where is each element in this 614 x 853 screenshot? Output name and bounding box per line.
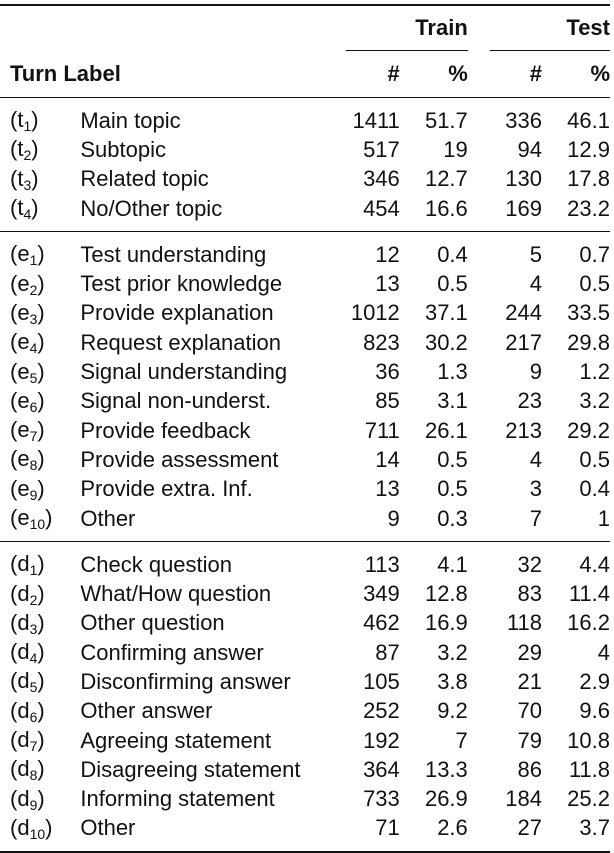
row-code: $(d_2)$ bbox=[10, 580, 45, 608]
train-pct-cell: 3.2 bbox=[437, 639, 468, 665]
table-row bbox=[0, 550, 610, 579]
test-pct-cell: 3.7 bbox=[579, 815, 610, 841]
column-gap bbox=[468, 165, 491, 194]
train-count-cell: 13 bbox=[375, 476, 400, 502]
column-gap bbox=[468, 269, 491, 298]
test-pct-cell: 0.7 bbox=[579, 241, 610, 267]
column-gap bbox=[468, 299, 491, 328]
row-code-subscript: 7 bbox=[29, 428, 38, 445]
row-code: $(d_9)$ bbox=[10, 785, 45, 813]
row-code-subscript: 4 bbox=[29, 340, 38, 357]
table-row bbox=[0, 357, 610, 386]
train-pct-cell: 0.5 bbox=[437, 446, 468, 472]
row-code: $(e_1)$ bbox=[10, 241, 45, 269]
test-count-cell: 83 bbox=[517, 581, 542, 607]
test-pct-cell: 29.2 bbox=[567, 417, 610, 443]
row-label: Subtopic bbox=[80, 136, 166, 162]
train-count-cell: 105 bbox=[363, 668, 400, 694]
column-gap bbox=[468, 609, 491, 638]
row-code-subscript: 2 bbox=[29, 281, 38, 298]
table-row bbox=[0, 240, 610, 269]
train-count-cell: 462 bbox=[363, 610, 400, 636]
row-code: $(e_{10})$ bbox=[10, 505, 53, 532]
row-code-subscript: 2 bbox=[23, 147, 32, 164]
row-code-subscript: 7 bbox=[29, 738, 38, 755]
column-gap bbox=[468, 328, 491, 357]
row-code: $(e_7)$ bbox=[10, 417, 45, 445]
column-gap bbox=[468, 194, 491, 223]
row-code-subscript: 4 bbox=[23, 206, 32, 223]
row-code-subscript: 8 bbox=[29, 457, 38, 474]
train-pct-cell: 0.4 bbox=[437, 241, 468, 267]
row-label: Provide feedback bbox=[80, 417, 251, 443]
train-count-cell: 1411 bbox=[352, 107, 400, 133]
train-pct-cell: 16.9 bbox=[424, 610, 468, 636]
test-pct-cell: 23.2 bbox=[567, 195, 610, 221]
row-code-subscript: 10 bbox=[29, 516, 46, 532]
column-gap bbox=[468, 475, 491, 504]
row-label: Test prior knowledge bbox=[80, 271, 283, 297]
row-code-subscript: 3 bbox=[29, 310, 38, 327]
train-pct-cell: 13.3 bbox=[424, 756, 468, 782]
table-row bbox=[0, 609, 610, 638]
row-code-subscript: 9 bbox=[29, 486, 38, 503]
test-count-cell: 7 bbox=[529, 505, 542, 531]
train-pct-header: % bbox=[448, 61, 468, 86]
row-label: Agreeing statement bbox=[80, 727, 272, 753]
group-gap bbox=[0, 542, 610, 550]
row-code: $(e_3)$ bbox=[10, 299, 45, 327]
test-count-cell: 169 bbox=[505, 195, 542, 221]
table-row bbox=[0, 269, 610, 298]
test-count-cell: 130 bbox=[505, 166, 542, 192]
row-code: $(t_3)$ bbox=[10, 165, 39, 193]
row-label: Signal non-underst. bbox=[80, 388, 272, 414]
table-row bbox=[0, 328, 610, 357]
row-label: Other bbox=[80, 505, 136, 531]
column-gap bbox=[468, 638, 491, 667]
column-gap bbox=[468, 135, 491, 164]
row-label: Other question bbox=[80, 610, 225, 636]
row-code: $(d_5)$ bbox=[10, 668, 45, 696]
test-count-cell: 4 bbox=[529, 446, 542, 472]
table-row bbox=[0, 579, 610, 608]
train-pct-cell: 3.1 bbox=[437, 388, 468, 414]
row-code: $(e_9)$ bbox=[10, 475, 45, 503]
test-count-cell: 213 bbox=[505, 417, 542, 443]
table-row bbox=[0, 106, 610, 135]
row-label: Check question bbox=[80, 551, 233, 577]
test-count-cell: 70 bbox=[517, 698, 542, 724]
test-pct-cell: 1.2 bbox=[579, 359, 610, 385]
row-label: Test understanding bbox=[80, 241, 267, 267]
test-count-cell: 4 bbox=[529, 271, 542, 297]
test-count-cell: 21 bbox=[517, 668, 542, 694]
test-count-cell: 94 bbox=[517, 136, 542, 162]
train-pct-cell: 26.9 bbox=[424, 786, 468, 812]
train-count-cell: 823 bbox=[363, 329, 400, 355]
group-gap bbox=[0, 223, 610, 232]
test-count-cell: 23 bbox=[517, 388, 542, 414]
column-gap bbox=[468, 579, 491, 608]
row-label: No/Other topic bbox=[80, 195, 223, 221]
test-pct-cell: 2.9 bbox=[579, 668, 610, 694]
row-code-subscript: 1 bbox=[29, 252, 38, 269]
train-pct-cell: 51.7 bbox=[424, 107, 468, 133]
train-header: Train bbox=[415, 15, 468, 40]
row-code: $(d_6)$ bbox=[10, 697, 45, 725]
table-row bbox=[0, 726, 610, 755]
test-pct-cell: 12.9 bbox=[567, 136, 610, 162]
train-count-header: # bbox=[387, 61, 400, 86]
train-count-cell: 517 bbox=[363, 136, 400, 162]
test-pct-cell: 33.5 bbox=[567, 300, 610, 326]
row-code: $(e_8)$ bbox=[10, 446, 45, 474]
column-gap bbox=[468, 814, 491, 843]
column-gap bbox=[468, 726, 491, 755]
row-code-subscript: 8 bbox=[29, 767, 38, 784]
train-pct-cell: 2.6 bbox=[437, 815, 468, 841]
group-gap bbox=[0, 98, 610, 106]
column-gap bbox=[468, 106, 491, 135]
column-gap bbox=[468, 550, 491, 579]
train-count-cell: 454 bbox=[363, 195, 400, 221]
test-pct-cell: 10.8 bbox=[567, 727, 610, 753]
train-pct-cell: 19 bbox=[443, 136, 468, 162]
table-row bbox=[0, 475, 610, 504]
table-row bbox=[0, 785, 610, 814]
row-label: Disconfirming answer bbox=[80, 668, 291, 694]
table-row bbox=[0, 194, 610, 223]
row-code: $(e_2)$ bbox=[10, 270, 45, 298]
column-gap bbox=[468, 755, 491, 784]
test-pct-cell: 0.4 bbox=[579, 476, 610, 502]
test-count-cell: 86 bbox=[517, 756, 542, 782]
train-count-cell: 85 bbox=[375, 388, 400, 414]
row-code-subscript: 9 bbox=[29, 796, 38, 813]
table-row bbox=[0, 387, 610, 416]
test-count-header: # bbox=[529, 61, 542, 86]
test-pct-cell: 16.2 bbox=[567, 610, 610, 636]
train-count-cell: 252 bbox=[363, 698, 400, 724]
train-pct-cell: 1.3 bbox=[437, 359, 468, 385]
test-pct-cell: 3.2 bbox=[579, 388, 610, 414]
test-count-cell: 5 bbox=[529, 241, 542, 267]
turn-label-table bbox=[0, 4, 610, 853]
column-gap bbox=[468, 785, 491, 814]
train-count-cell: 346 bbox=[363, 166, 400, 192]
test-count-cell: 3 bbox=[529, 476, 542, 502]
test-pct-cell: 1 bbox=[597, 505, 610, 531]
test-pct-cell: 4 bbox=[597, 639, 610, 665]
test-count-cell: 217 bbox=[505, 329, 542, 355]
test-count-cell: 244 bbox=[505, 300, 542, 326]
group-gap bbox=[0, 232, 610, 240]
test-pct-cell: 4.4 bbox=[579, 551, 610, 577]
row-code-subscript: 3 bbox=[29, 620, 38, 637]
train-count-cell: 364 bbox=[363, 756, 400, 782]
train-pct-cell: 12.8 bbox=[424, 581, 468, 607]
row-label: Main topic bbox=[80, 107, 181, 133]
row-code: $(e_5)$ bbox=[10, 358, 45, 386]
column-gap bbox=[468, 504, 491, 533]
row-code: $(d_7)$ bbox=[10, 727, 45, 755]
row-label: Signal understanding bbox=[80, 359, 288, 385]
table-row bbox=[0, 299, 610, 328]
row-code-subscript: 2 bbox=[29, 591, 38, 608]
row-code-subscript: 3 bbox=[23, 176, 32, 193]
table-row bbox=[0, 814, 610, 843]
row-label: Other answer bbox=[80, 698, 213, 724]
train-count-cell: 13 bbox=[375, 271, 400, 297]
train-pct-cell: 26.1 bbox=[424, 417, 468, 443]
row-code-subscript: 10 bbox=[29, 825, 46, 842]
train-pct-cell: 16.6 bbox=[424, 195, 468, 221]
row-code-subscript: 5 bbox=[29, 369, 38, 386]
test-count-cell: 29 bbox=[517, 639, 542, 665]
header-row-groups bbox=[0, 6, 610, 51]
row-label: Provide explanation bbox=[80, 300, 274, 326]
test-header: Test bbox=[566, 15, 610, 40]
test-count-cell: 118 bbox=[506, 610, 542, 636]
column-gap bbox=[468, 387, 491, 416]
train-pct-cell: 0.5 bbox=[437, 476, 468, 502]
table-row bbox=[0, 445, 610, 474]
row-label: Request explanation bbox=[80, 329, 281, 355]
column-gap bbox=[468, 697, 491, 726]
row-label: Informing statement bbox=[80, 786, 275, 812]
train-count-cell: 87 bbox=[375, 639, 400, 665]
test-pct-cell: 0.5 bbox=[579, 271, 610, 297]
row-code: $(d_4)$ bbox=[10, 639, 45, 667]
row-code-subscript: 6 bbox=[29, 398, 38, 415]
row-code: $(e_4)$ bbox=[10, 329, 45, 357]
table-row bbox=[0, 135, 610, 164]
train-count-cell: 12 bbox=[375, 241, 400, 267]
test-count-cell: 32 bbox=[517, 551, 542, 577]
test-pct-cell: 46.1 bbox=[567, 107, 610, 133]
test-pct-cell: 17.8 bbox=[567, 166, 610, 192]
test-pct-cell: 11.4 bbox=[568, 581, 610, 607]
train-pct-cell: 7 bbox=[455, 727, 468, 753]
train-count-cell: 14 bbox=[375, 446, 400, 472]
train-count-cell: 1012 bbox=[350, 300, 400, 326]
train-pct-cell: 9.2 bbox=[437, 698, 468, 724]
table-row bbox=[0, 755, 610, 784]
row-label: Provide extra. Inf. bbox=[80, 476, 253, 502]
train-count-cell: 36 bbox=[375, 359, 400, 385]
row-code-subscript: 5 bbox=[29, 679, 38, 696]
train-pct-cell: 37.1 bbox=[424, 300, 468, 326]
table-row bbox=[0, 697, 610, 726]
train-count-cell: 9 bbox=[387, 505, 400, 531]
train-count-cell: 349 bbox=[363, 581, 400, 607]
table-row bbox=[0, 504, 610, 533]
column-gap bbox=[468, 445, 491, 474]
table-row bbox=[0, 416, 610, 445]
column-gap bbox=[468, 416, 491, 445]
test-count-cell: 79 bbox=[517, 727, 542, 753]
row-code: $(t_4)$ bbox=[10, 195, 39, 223]
train-count-cell: 711 bbox=[364, 417, 400, 443]
test-count-cell: 336 bbox=[505, 107, 542, 133]
row-code: $(e_6)$ bbox=[10, 387, 45, 415]
row-label: Related topic bbox=[80, 166, 209, 192]
test-count-cell: 184 bbox=[505, 786, 542, 812]
row-code-subscript: 1 bbox=[23, 118, 32, 135]
row-code-subscript: 6 bbox=[29, 708, 38, 725]
column-gap bbox=[468, 667, 491, 696]
row-code-subscript: 4 bbox=[29, 650, 38, 667]
row-label: Disagreeing statement bbox=[80, 756, 301, 782]
header-row-columns bbox=[0, 51, 610, 98]
row-code: $(d_3)$ bbox=[10, 609, 45, 637]
test-count-cell: 27 bbox=[517, 815, 542, 841]
train-count-cell: 733 bbox=[363, 786, 400, 812]
row-code: $(d_{10})$ bbox=[10, 814, 53, 842]
test-pct-header: % bbox=[590, 61, 610, 86]
row-code-subscript: 1 bbox=[29, 562, 38, 579]
row-code: $(t_1)$ bbox=[10, 107, 39, 135]
group-gap bbox=[0, 533, 610, 542]
train-pct-cell: 0.3 bbox=[437, 505, 468, 531]
train-pct-cell: 4.1 bbox=[437, 551, 468, 577]
row-code: $(d_1)$ bbox=[10, 551, 45, 579]
turn-label-header: Turn Label bbox=[10, 61, 121, 86]
test-pct-cell: 29.8 bbox=[567, 329, 610, 355]
row-label: Confirming answer bbox=[80, 639, 264, 665]
row-label: Other bbox=[80, 815, 136, 841]
table-row bbox=[0, 667, 610, 696]
train-count-cell: 192 bbox=[363, 727, 400, 753]
train-pct-cell: 12.7 bbox=[424, 166, 468, 192]
test-pct-cell: 25.2 bbox=[567, 786, 610, 812]
column-gap bbox=[468, 240, 491, 269]
test-count-cell: 9 bbox=[529, 359, 542, 385]
table-row bbox=[0, 165, 610, 194]
train-count-cell: 113 bbox=[364, 551, 400, 577]
train-pct-cell: 0.5 bbox=[437, 271, 468, 297]
table-row bbox=[0, 638, 610, 667]
train-pct-cell: 30.2 bbox=[424, 329, 468, 355]
test-pct-cell: 11.8 bbox=[568, 756, 610, 782]
row-label: Provide assessment bbox=[80, 446, 279, 472]
train-pct-cell: 3.8 bbox=[437, 668, 468, 694]
row-code: $(d_8)$ bbox=[10, 756, 45, 784]
train-count-cell: 71 bbox=[375, 815, 400, 841]
row-code: $(t_2)$ bbox=[10, 136, 39, 164]
column-gap bbox=[468, 357, 491, 386]
row-label: What/How question bbox=[80, 581, 272, 607]
test-pct-cell: 9.6 bbox=[579, 698, 610, 724]
test-pct-cell: 0.5 bbox=[579, 446, 610, 472]
